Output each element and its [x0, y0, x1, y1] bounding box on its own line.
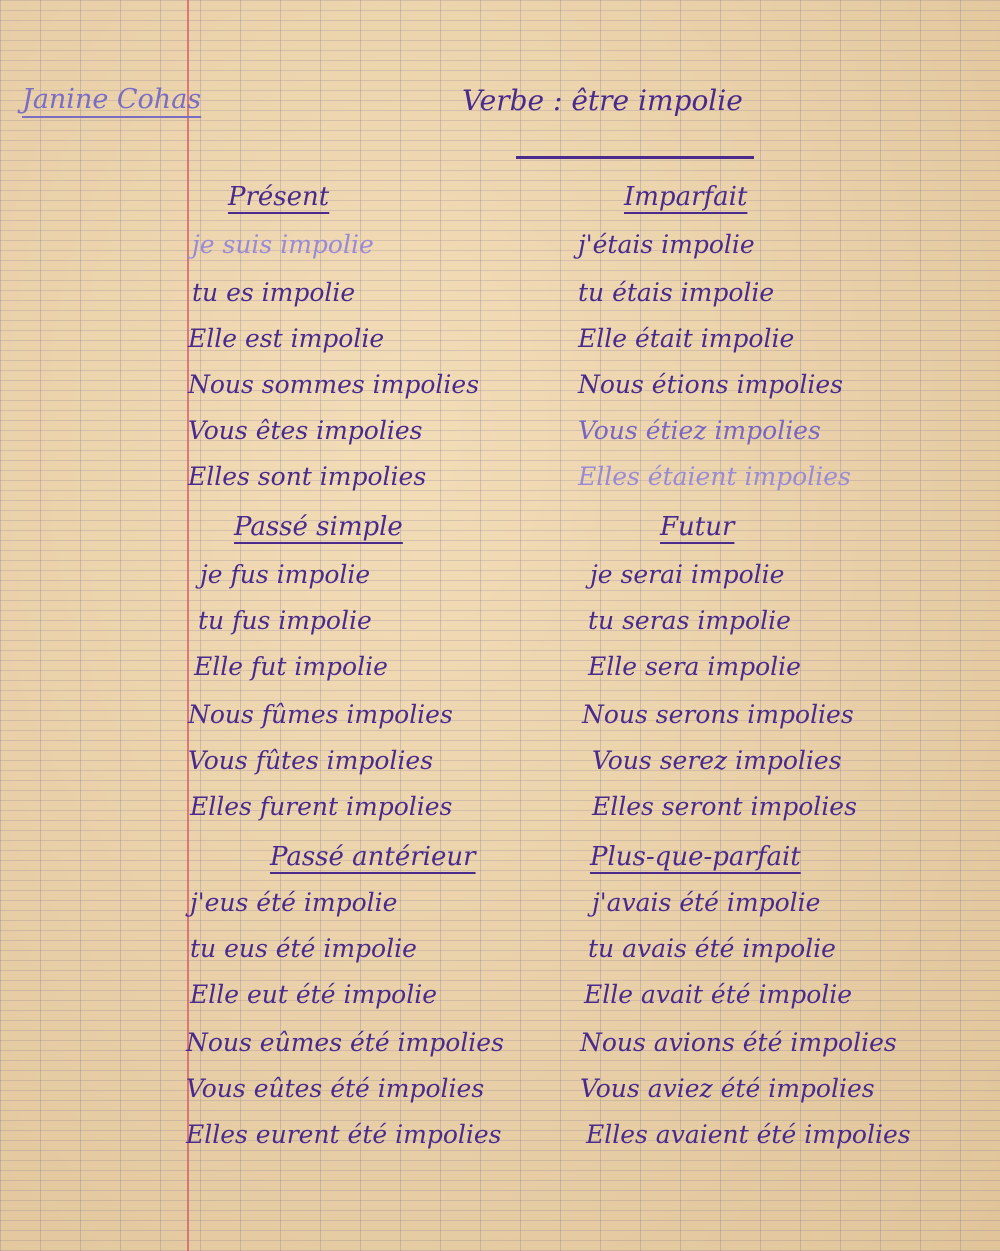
- futur-line-4: Nous serons impolies: [582, 700, 854, 729]
- passe-simple-line-1: je fus impolie: [200, 560, 371, 589]
- present-line-4: Nous sommes impolies: [188, 370, 480, 399]
- present-line-5: Vous êtes impolies: [188, 416, 423, 445]
- plus-que-parfait-line-3: Elle avait été impolie: [584, 980, 853, 1009]
- imparfait-line-4: Nous étions impolies: [578, 370, 843, 399]
- imparfait-line-1: j'étais impolie: [578, 230, 755, 259]
- author-name: Janine Cohas: [22, 84, 202, 115]
- passe-simple-line-4: Nous fûmes impolies: [188, 700, 453, 729]
- page-title: Verbe : être impolie: [462, 84, 743, 117]
- plus-que-parfait-line-1: j'avais été impolie: [592, 888, 821, 917]
- passe-anterieur-line-2: tu eus été impolie: [190, 934, 417, 963]
- futur-line-2: tu seras impolie: [588, 606, 791, 635]
- margin-line: [187, 0, 189, 1251]
- passe-anterieur-line-5: Vous eûtes été impolies: [186, 1074, 485, 1103]
- heading-futur: Futur: [660, 512, 735, 542]
- passe-anterieur-line-4: Nous eûmes été impolies: [186, 1028, 504, 1057]
- passe-simple-line-6: Elles furent impolies: [190, 792, 453, 821]
- futur-line-6: Elles seront impolies: [592, 792, 857, 821]
- present-line-6: Elles sont impolies: [188, 462, 427, 491]
- plus-que-parfait-line-6: Elles avaient été impolies: [586, 1120, 911, 1149]
- heading-plus-que-parfait: Plus-que-parfait: [590, 842, 801, 872]
- futur-line-3: Elle sera impolie: [588, 652, 801, 681]
- heading-present: Présent: [228, 182, 330, 212]
- heading-passe-simple: Passé simple: [234, 512, 403, 542]
- plus-que-parfait-line-2: tu avais été impolie: [588, 934, 836, 963]
- imparfait-line-3: Elle était impolie: [578, 324, 795, 353]
- passe-anterieur-line-3: Elle eut été impolie: [190, 980, 437, 1009]
- passe-anterieur-line-6: Elles eurent été impolies: [186, 1120, 502, 1149]
- heading-imparfait: Imparfait: [624, 182, 748, 212]
- imparfait-line-6: Elles étaient impolies: [578, 462, 851, 491]
- futur-line-5: Vous serez impolies: [592, 746, 842, 775]
- heading-passe-anterieur: Passé antérieur: [270, 842, 476, 872]
- passe-anterieur-line-1: j'eus été impolie: [190, 888, 398, 917]
- imparfait-line-5: Vous étiez impolies: [578, 416, 821, 445]
- imparfait-line-2: tu étais impolie: [578, 278, 775, 307]
- present-line-3: Elle est impolie: [188, 324, 385, 353]
- passe-simple-line-2: tu fus impolie: [198, 606, 372, 635]
- present-line-2: tu es impolie: [192, 278, 356, 307]
- passe-simple-line-5: Vous fûtes impolies: [188, 746, 434, 775]
- plus-que-parfait-line-4: Nous avions été impolies: [580, 1028, 897, 1057]
- futur-line-1: je serai impolie: [590, 560, 785, 589]
- title-underline: [516, 156, 754, 159]
- passe-simple-line-3: Elle fut impolie: [194, 652, 388, 681]
- present-line-1: je suis impolie: [192, 230, 374, 259]
- plus-que-parfait-line-5: Vous aviez été impolies: [580, 1074, 875, 1103]
